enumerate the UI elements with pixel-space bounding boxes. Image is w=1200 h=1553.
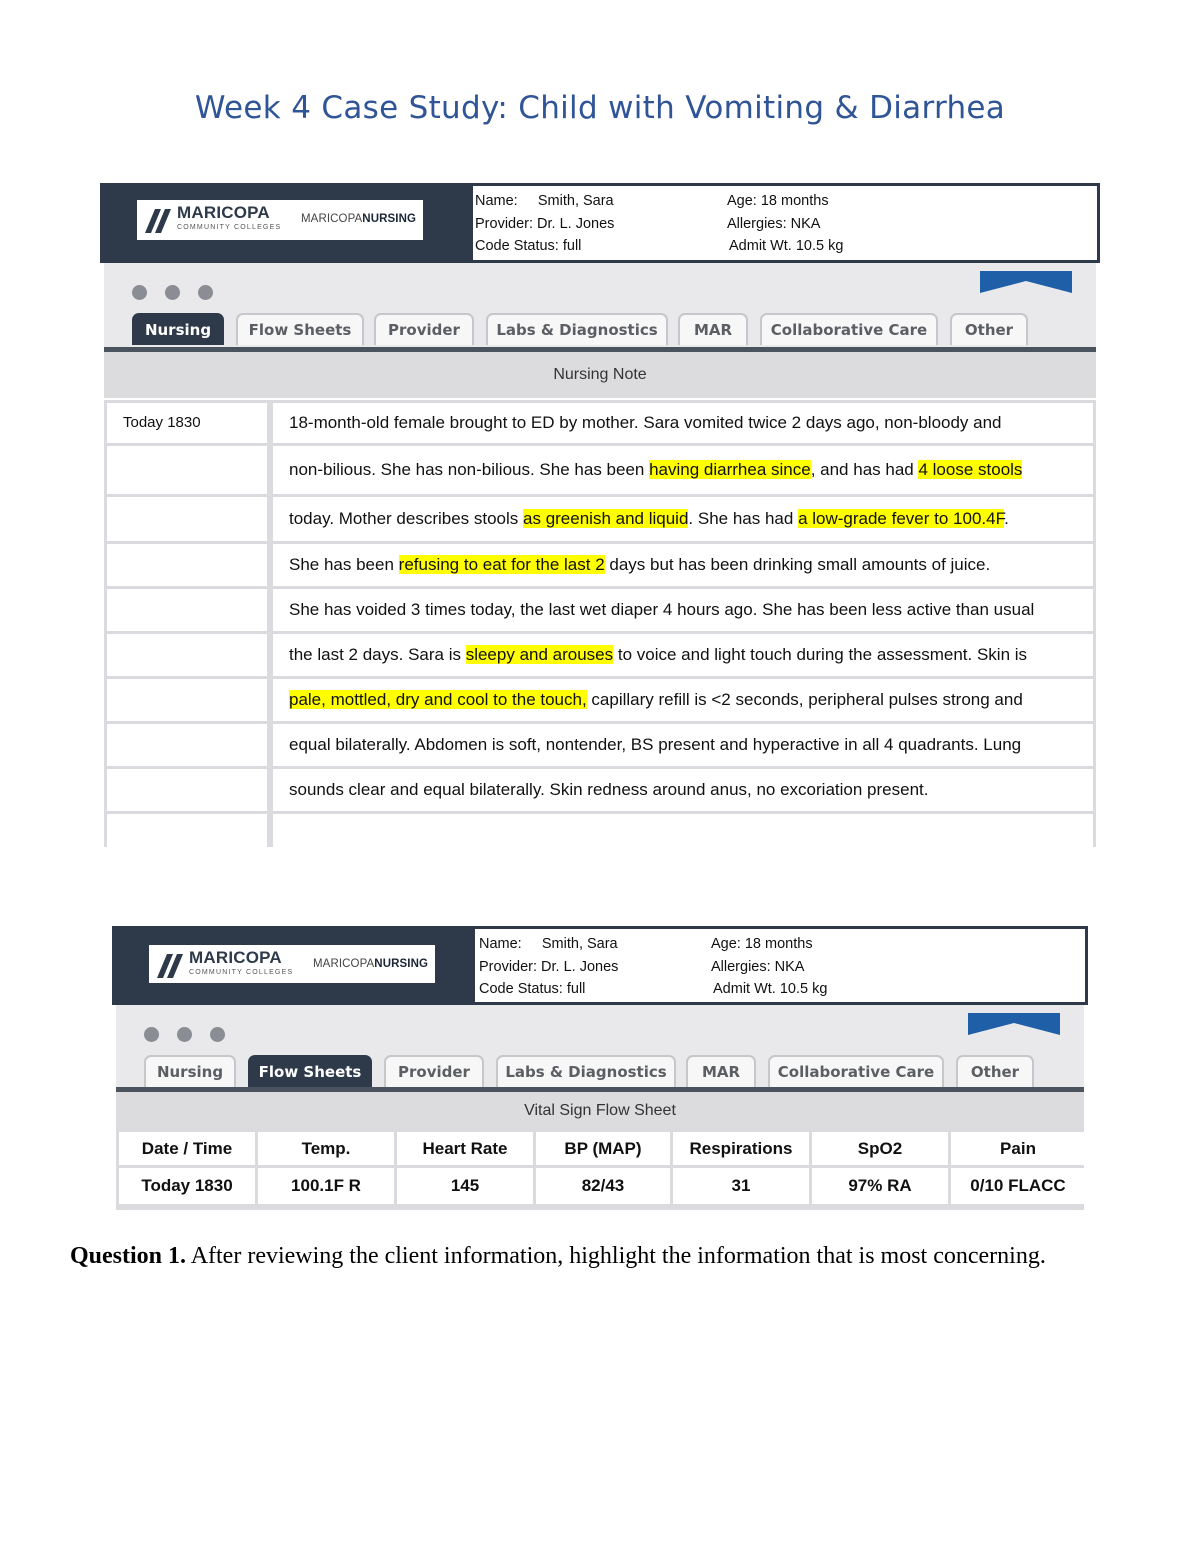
note-line xyxy=(273,724,1093,766)
dot-icon xyxy=(198,285,213,300)
patient-allergies: Allergies: NKA xyxy=(727,215,821,232)
maricopa-nursing-logo: MARICOPANURSING xyxy=(313,958,429,970)
section-title: Nursing Note xyxy=(104,352,1096,398)
tab-provider[interactable]: Provider xyxy=(384,1055,484,1087)
maricopa-nursing-logo: MARICOPANURSING xyxy=(301,213,417,225)
note-time-cell-empty xyxy=(107,589,267,631)
column-header: Pain xyxy=(951,1132,1085,1165)
dot-icon xyxy=(144,1027,159,1042)
patient-info xyxy=(475,190,844,258)
note-line xyxy=(273,544,1093,586)
note-time-cell-empty xyxy=(107,724,267,766)
tab-mar[interactable]: MAR xyxy=(678,313,748,345)
tab-flow-sheets[interactable]: Flow Sheets xyxy=(248,1055,372,1087)
highlighted-text: as greenish and liquid xyxy=(523,509,689,528)
question-label: Question 1. xyxy=(70,1243,187,1269)
toolbar xyxy=(104,263,1096,349)
note-time-cell-empty xyxy=(107,497,267,541)
question-1 xyxy=(70,1240,1110,1272)
note-text: days but has been drinking small amounts of juice. xyxy=(604,555,991,574)
dot-icon xyxy=(132,285,147,300)
patient-info xyxy=(479,933,828,1001)
note-text: to voice and light touch during the assessment. Skin is xyxy=(613,645,1028,664)
name-label: Name: xyxy=(479,936,522,952)
table-cell: 97% RA xyxy=(812,1168,948,1204)
tab-nursing[interactable]: Nursing xyxy=(144,1055,236,1087)
dot-icon xyxy=(210,1027,225,1042)
table-cell: 100.1F R xyxy=(258,1168,394,1204)
patient-provider: Provider: Dr. L. Jones xyxy=(479,958,619,975)
highlighted-text: pale, mottled, dry and cool to the touch, xyxy=(289,690,587,709)
note-line xyxy=(273,446,1093,494)
note-time-cell-empty xyxy=(107,634,267,676)
table-cell: Today 1830 xyxy=(119,1168,255,1204)
tab-nursing[interactable]: Nursing xyxy=(132,313,224,345)
question-text: After reviewing the client information, highlight the information that is most concerning. xyxy=(186,1243,1046,1269)
note-line xyxy=(273,814,1093,858)
patient-name: Smith, Sara xyxy=(537,193,614,209)
note-line xyxy=(273,679,1093,721)
window-dots xyxy=(144,1027,243,1046)
patient-age: Age: 18 months xyxy=(711,936,813,952)
section-title: Vital Sign Flow Sheet xyxy=(116,1092,1084,1130)
nursing-note-table xyxy=(104,400,1096,847)
vital-sign-panel xyxy=(112,926,1088,1210)
maricopa-logo-icon xyxy=(143,205,173,235)
note-text: , and has had xyxy=(810,460,919,479)
highlighted-text: a low-grade fever to 100.4F xyxy=(798,509,1005,528)
note-time-cell-empty xyxy=(107,814,267,858)
tab-other[interactable]: Other xyxy=(956,1055,1034,1087)
table-cell: 0/10 FLACC xyxy=(951,1168,1085,1204)
logo-wordmark: MARICOPA xyxy=(177,203,270,222)
logo-subtext: COMMUNITY COLLEGES xyxy=(177,224,282,231)
tab-labs-diagnostics[interactable]: Labs & Diagnostics xyxy=(496,1055,676,1087)
note-text: 18-month-old female brought to ED by mother. Sara vomited twice 2 days ago, non-bloody and xyxy=(289,413,1002,432)
patient-admit-weight: Admit Wt. 10.5 kg xyxy=(729,238,844,254)
maricopa-logo xyxy=(137,200,423,240)
note-time-cell-empty xyxy=(107,769,267,811)
patient-provider: Provider: Dr. L. Jones xyxy=(475,215,615,232)
nursing-note-panel xyxy=(100,183,1100,847)
highlighted-text: 4 loose stools xyxy=(918,460,1023,479)
maricopa-logo-icon xyxy=(155,950,185,980)
vital-sign-table xyxy=(116,1129,1084,1210)
note-text: She has voided 3 times today, the last wet diaper 4 hours ago. She has been less active than usual xyxy=(289,600,1035,619)
column-header: BP (MAP) xyxy=(536,1132,670,1165)
patient-age: Age: 18 months xyxy=(727,193,829,209)
highlighted-text: sleepy and arouses xyxy=(465,645,614,664)
patient-admit-weight: Admit Wt. 10.5 kg xyxy=(713,981,828,997)
tab-other[interactable]: Other xyxy=(950,313,1028,345)
column-header: SpO2 xyxy=(812,1132,948,1165)
note-text: equal bilaterally. Abdomen is soft, nontender, BS present and hyperactive in all 4 quadrants. Lung xyxy=(289,735,1022,754)
tab-labs-diagnostics[interactable]: Labs & Diagnostics xyxy=(486,313,668,345)
note-time-cell-empty xyxy=(107,446,267,494)
toolbar xyxy=(116,1005,1084,1091)
patient-code-status: Code Status: full xyxy=(479,981,586,997)
column-header: Temp. xyxy=(258,1132,394,1165)
document-title: Week 4 Case Study: Child with Vomiting & Diarrhea xyxy=(194,90,1006,126)
note-text: sounds clear and equal bilaterally. Skin redness around anus, no excoriation present. xyxy=(289,780,929,799)
highlighted-text: having diarrhea since xyxy=(649,460,811,479)
note-text: She has been xyxy=(289,555,399,574)
note-text: capillary refill is <2 seconds, peripheral pulses strong and xyxy=(586,690,1023,709)
logo-wordmark: MARICOPA xyxy=(189,948,282,967)
tab-collaborative-care[interactable]: Collaborative Care xyxy=(760,313,938,345)
note-text: . xyxy=(1004,509,1009,528)
logo-subtext: COMMUNITY COLLEGES xyxy=(189,969,294,976)
maricopa-logo xyxy=(149,945,435,983)
note-line xyxy=(273,497,1093,541)
dot-icon xyxy=(165,285,180,300)
window-dots xyxy=(132,285,231,304)
note-time-cell: Today 1830 xyxy=(107,403,267,443)
brand-area xyxy=(115,929,475,1002)
tab-provider[interactable]: Provider xyxy=(374,313,474,345)
bookmark-flag-icon[interactable] xyxy=(968,1013,1060,1035)
highlighted-text: refusing to eat for the last 2 xyxy=(398,555,605,574)
table-cell: 145 xyxy=(397,1168,533,1204)
column-header: Heart Rate xyxy=(397,1132,533,1165)
note-line xyxy=(273,769,1093,811)
bookmark-flag-icon[interactable] xyxy=(980,271,1072,293)
note-line xyxy=(273,403,1093,443)
note-text: . She has had xyxy=(688,509,799,528)
note-time-cell-empty xyxy=(107,544,267,586)
tab-mar[interactable]: MAR xyxy=(686,1055,756,1087)
note-text: non-bilious. She has non-bilious. She has been xyxy=(289,460,650,479)
patient-header xyxy=(112,926,1088,1005)
tab-flow-sheets[interactable]: Flow Sheets xyxy=(236,313,364,345)
column-header: Respirations xyxy=(673,1132,809,1165)
name-label: Name: xyxy=(475,193,518,209)
dot-icon xyxy=(177,1027,192,1042)
patient-name: Smith, Sara xyxy=(541,936,618,952)
table-cell: 82/43 xyxy=(536,1168,670,1204)
note-text: today. Mother describes stools xyxy=(289,509,524,528)
patient-allergies: Allergies: NKA xyxy=(711,958,805,975)
patient-header xyxy=(100,183,1100,263)
note-line xyxy=(273,634,1093,676)
note-time-cell-empty xyxy=(107,679,267,721)
brand-area xyxy=(103,186,473,260)
patient-code-status: Code Status: full xyxy=(475,238,582,254)
table-cell: 31 xyxy=(673,1168,809,1204)
tab-collaborative-care[interactable]: Collaborative Care xyxy=(768,1055,944,1087)
column-header: Date / Time xyxy=(119,1132,255,1165)
note-line xyxy=(273,589,1093,631)
note-text: the last 2 days. Sara is xyxy=(289,645,466,664)
